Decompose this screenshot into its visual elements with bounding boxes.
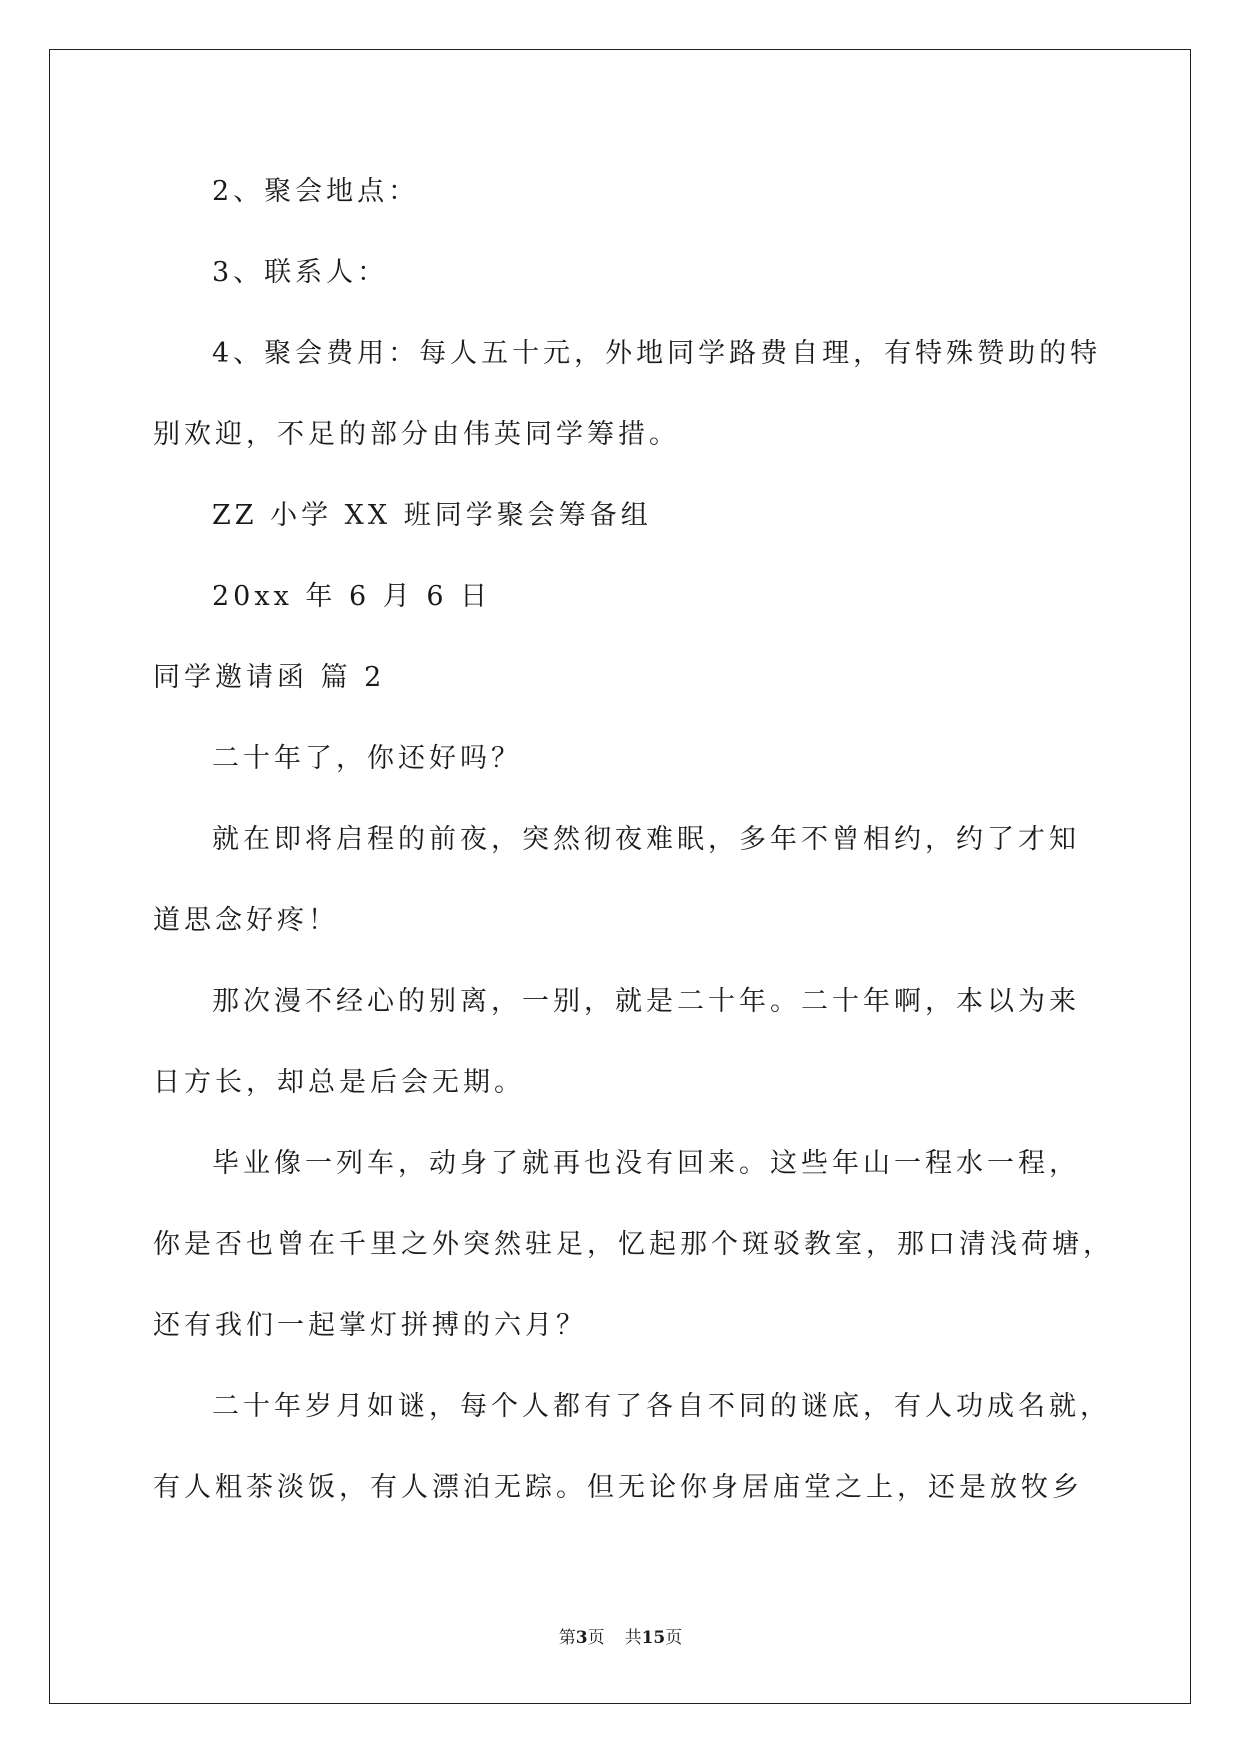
section-heading: 同学邀请函 篇 2: [153, 662, 386, 693]
page-footer: [0, 1626, 1241, 1650]
paragraph-line: 那次漫不经心的别离，一别，就是二十年。二十年啊，本以为来: [212, 986, 1080, 1017]
organizer-signature: ZZ 小学 XX 班同学聚会筹备组: [212, 500, 652, 531]
paragraph-line: 二十年岁月如谜，每个人都有了各自不同的谜底，有人功成名就，: [212, 1391, 1111, 1422]
paragraph-line: 二十年了，你还好吗？: [212, 743, 522, 774]
page-prefix: 第: [558, 1628, 576, 1648]
fee-line-continued: 别欢迎，不足的部分由伟英同学筹措。: [153, 419, 680, 450]
paragraph-line: 毕业像一列车，动身了就再也没有回来。这些年山一程水一程，: [212, 1148, 1080, 1179]
page-suffix: 页: [587, 1628, 605, 1648]
date-line: 20xx 年 6 月 6 日: [212, 581, 492, 612]
total-page-count: 15: [641, 1628, 666, 1648]
paragraph-line: 还有我们一起掌灯拼搏的六月？: [153, 1310, 587, 1341]
fee-line: 4、聚会费用：每人五十元，外地同学路费自理，有特殊赞助的特: [212, 338, 1102, 369]
total-prefix: 共: [624, 1628, 642, 1648]
paragraph-line: 你是否也曾在千里之外突然驻足，忆起那个斑驳教室，那口清浅荷塘，: [153, 1229, 1114, 1260]
contact-line: 3、联系人：: [212, 257, 389, 288]
total-suffix: 页: [665, 1628, 683, 1648]
current-page-number: 3: [575, 1628, 588, 1648]
paragraph-line: 有人粗茶淡饭，有人漂泊无踪。但无论你身居庙堂之上，还是放牧乡: [153, 1472, 1083, 1503]
page-border: [49, 49, 1191, 1704]
paragraph-line: 道思念好疼！: [153, 905, 339, 936]
paragraph-line: 日方长，却总是后会无期。: [153, 1067, 525, 1098]
paragraph-line: 就在即将启程的前夜，突然彻夜难眠，多年不曾相约，约了才知: [212, 824, 1080, 855]
venue-line: 2、聚会地点：: [212, 176, 420, 207]
